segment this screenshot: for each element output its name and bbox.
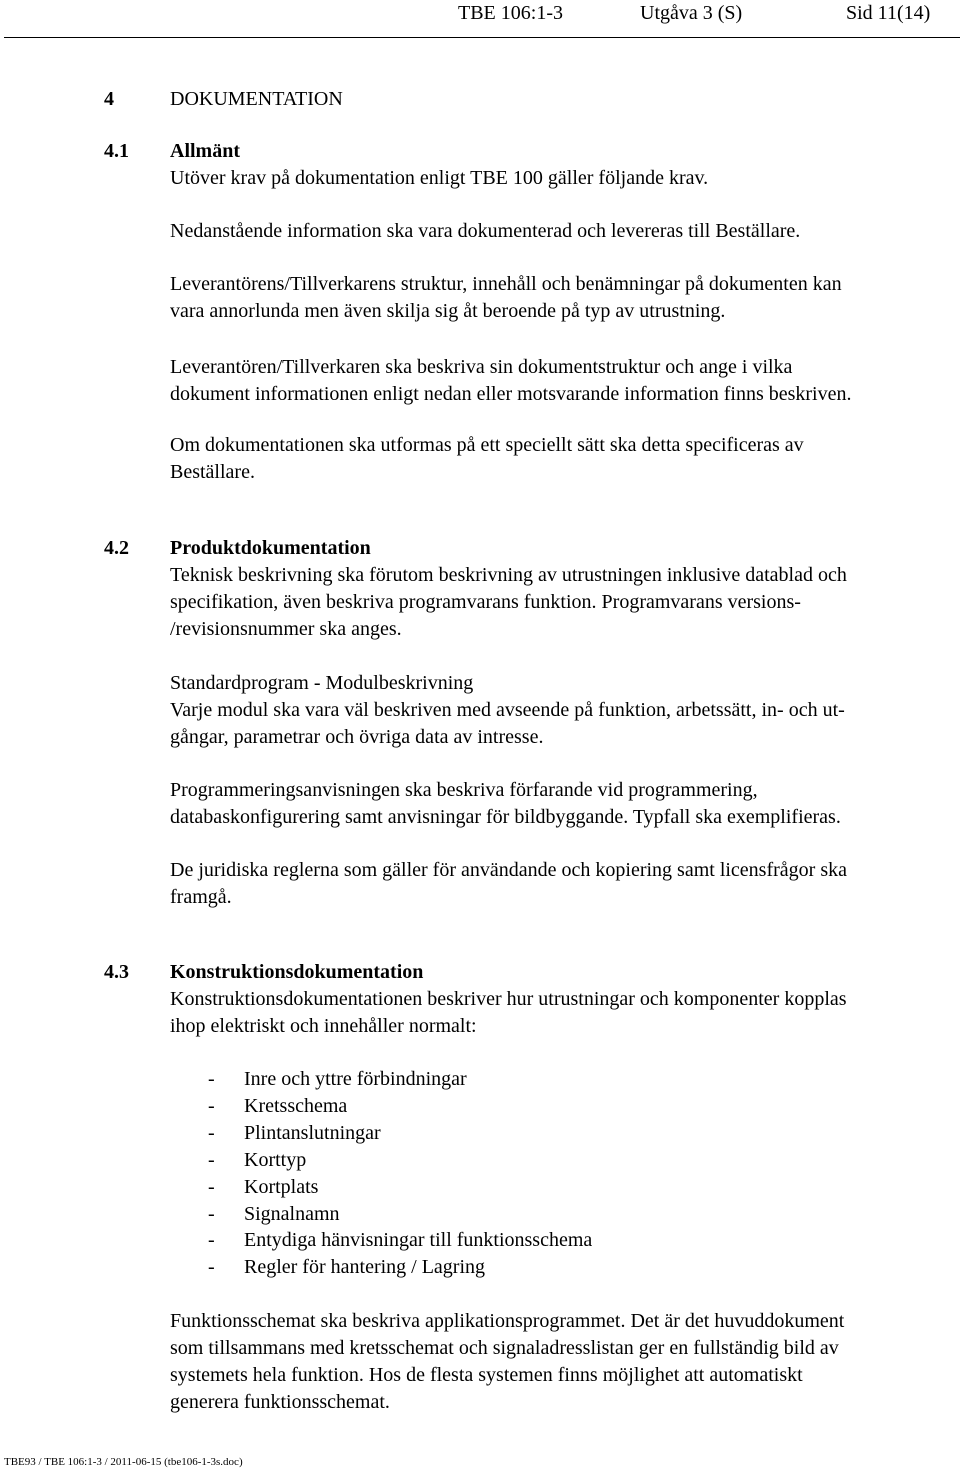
list-bullet: -: [208, 1095, 215, 1117]
list-bullet: -: [208, 1176, 215, 1198]
text-line: Leverantören/Tillverkaren ska beskriva sin dokumentstruktur och ange i vilka: [170, 356, 793, 378]
list-item: Inre och yttre förbindningar: [244, 1068, 467, 1090]
text-line: Konstruktionsdokumentationen beskriver hur utrustningar och komponenter kopplas: [170, 988, 847, 1010]
list-bullet: -: [208, 1203, 215, 1225]
header-rule: [4, 37, 960, 38]
section-4-2-paragraph: [170, 670, 955, 751]
list-item: Entydiga hänvisningar till funktionsschema: [244, 1229, 593, 1251]
text-line: Teknisk beskrivning ska förutom beskrivning av utrustningen inklusive datablad och: [170, 564, 847, 586]
list-item: Kretsschema: [244, 1095, 348, 1117]
section-4-2-paragraph: [170, 777, 955, 831]
text-line: specifikation, även beskriva programvarans funktion. Programvarans versions-: [170, 591, 801, 613]
text-line: databaskonfigurering samt anvisningar för bildbyggande. Typfall ska exemplifieras.: [170, 806, 841, 828]
section-4-3-closing: [170, 1308, 955, 1416]
text-line: /revisionsnummer ska anges.: [170, 618, 402, 640]
text-line: Om dokumentationen ska utformas på ett speciellt sätt ska detta specificeras av: [170, 434, 804, 456]
footer-doc-reference: TBE93 / TBE 106:1-3 / 2011-06-15 (tbe106-1-3s.doc): [4, 1456, 243, 1468]
section-4-1-paragraph: [170, 354, 955, 408]
text-line: framgå.: [170, 886, 232, 908]
text-line: Beställare.: [170, 461, 255, 483]
list-bullet: -: [208, 1229, 215, 1251]
section-4-3-intro: [170, 986, 955, 1040]
chapter-number: 4: [104, 88, 114, 110]
list-item: Signalnamn: [244, 1203, 340, 1225]
text-line: systemets hela funktion. Hos de flesta systemen finns möjlighet att automatiskt: [170, 1364, 803, 1386]
list-bullet: -: [208, 1256, 215, 1278]
chapter-title: DOKUMENTATION: [170, 88, 343, 110]
section-4-1-number: 4.1: [104, 140, 129, 162]
section-4-2-title: Produktdokumentation: [170, 537, 371, 559]
text-line: dokument informationen enligt nedan eller motsvarande information finns beskriven.: [170, 383, 852, 405]
list-item: Plintanslutningar: [244, 1122, 381, 1144]
list-item: Kortplats: [244, 1176, 319, 1198]
text-line: som tillsammans med kretsschemat och signaladresslistan ger en fullständig bild av: [170, 1337, 839, 1359]
section-4-1-paragraph: [170, 218, 955, 245]
text-line: vara annorlunda men även skilja sig åt beroende på typ av utrustning.: [170, 300, 726, 322]
section-4-3-number: 4.3: [104, 961, 129, 983]
header-doc-id: TBE 106:1-3: [458, 2, 563, 24]
section-4-1-paragraph: [170, 165, 955, 192]
text-line: De juridiska reglerna som gäller för användande och kopiering samt licensfrågor ska: [170, 859, 847, 881]
text-line: Programmeringsanvisningen ska beskriva förfarande vid programmering,: [170, 779, 758, 801]
list-bullet: -: [208, 1122, 215, 1144]
header-edition: Utgåva 3 (S): [640, 2, 743, 24]
section-4-1-paragraph: [170, 432, 955, 486]
text-line: Funktionsschemat ska beskriva applikationsprogrammet. Det är det huvuddokument: [170, 1310, 845, 1332]
list-bullet: -: [208, 1068, 215, 1090]
text-line: Utöver krav på dokumentation enligt TBE 100 gäller följande krav.: [170, 167, 709, 189]
list-item: Regler för hantering / Lagring: [244, 1256, 486, 1278]
section-4-1-paragraph: [170, 271, 955, 325]
section-4-1-title: Allmänt: [170, 140, 240, 162]
section-4-2-number: 4.2: [104, 537, 129, 559]
section-4-3-title: Konstruktionsdokumentation: [170, 961, 424, 983]
text-line: generera funktionsschemat.: [170, 1391, 390, 1413]
text-line: Standardprogram - Modulbeskrivning: [170, 672, 474, 694]
list-item: Korttyp: [244, 1149, 307, 1171]
list-bullet: -: [208, 1149, 215, 1171]
header-page-number: Sid 11(14): [846, 2, 931, 24]
text-line: ihop elektriskt och innehåller normalt:: [170, 1015, 477, 1037]
text-line: Leverantörens/Tillverkarens struktur, innehåll och benämningar på dokumenten kan: [170, 273, 842, 295]
section-4-2-paragraph: [170, 562, 955, 643]
text-line: gångar, parametrar och övriga data av intresse.: [170, 726, 544, 748]
section-4-2-paragraph: [170, 857, 955, 911]
text-line: Varje modul ska vara väl beskriven med avseende på funktion, arbetssätt, in- och ut-: [170, 699, 845, 721]
text-line: Nedanstående information ska vara dokumenterad och levereras till Beställare.: [170, 220, 801, 242]
